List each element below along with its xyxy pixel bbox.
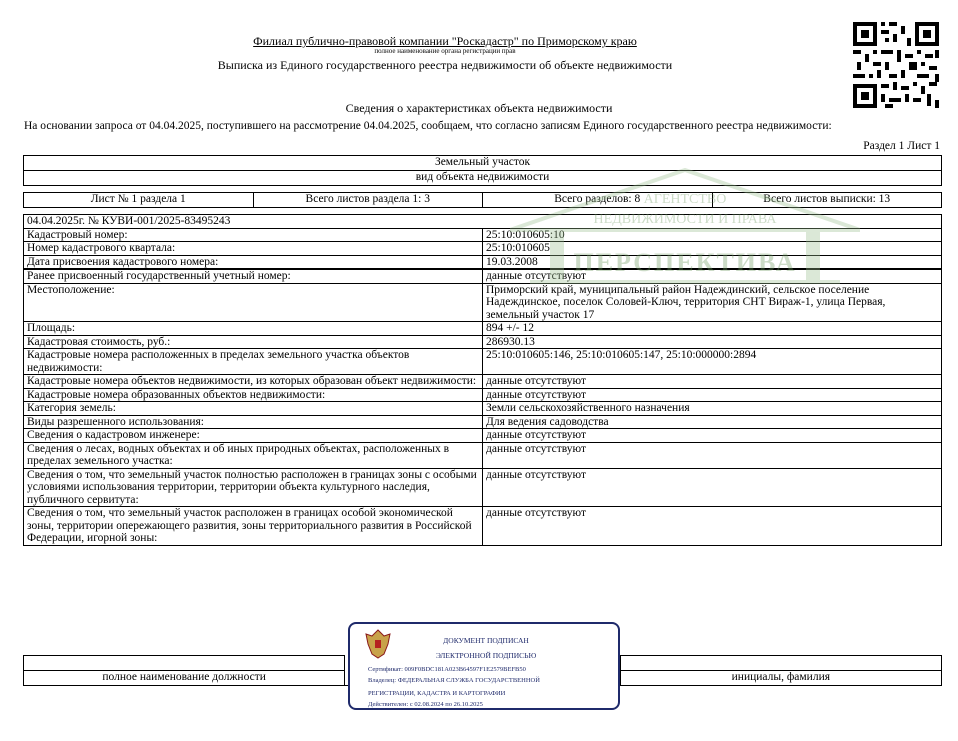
position-label: полное наименование должности xyxy=(24,671,345,686)
sheets-table xyxy=(23,192,942,208)
row-value: данные отсутствуют xyxy=(483,507,942,546)
table-row xyxy=(24,468,942,507)
watermark-brand: ПЕРСПЕКТИВА xyxy=(573,248,797,277)
row-label: Кадастровая стоимость, руб.: xyxy=(24,335,483,349)
row-value: данные отсутствуют xyxy=(483,375,942,389)
organization-caption: полное наименование органа регистрации прав xyxy=(374,47,516,55)
watermark-line2: НЕДВИЖИМОСТИ И ПРАВА xyxy=(593,212,777,227)
e-signature-stamp xyxy=(348,622,620,710)
table-row xyxy=(24,442,942,468)
sheets-in-section: Всего листов раздела 1: 3 xyxy=(253,193,483,208)
object-kind: Земельный участок xyxy=(24,156,942,171)
row-label: Дата присвоения кадастрового номера: xyxy=(24,255,483,269)
organization-name: Филиал публично-правовой компании "Роскадастр" по Приморскому краю xyxy=(253,34,637,48)
table-row xyxy=(24,388,942,402)
characteristics-table xyxy=(23,214,942,546)
qr-code-icon xyxy=(851,20,941,110)
row-label: Виды разрешенного использования: xyxy=(24,415,483,429)
row-label: Сведения о кадастровом инженере: xyxy=(24,429,483,443)
stamp-line2: ЭЛЕКТРОННОЙ ПОДПИСЬЮ xyxy=(435,651,537,660)
row-value: Земли сельскохозяйственного назначения xyxy=(483,402,942,416)
row-label: Сведения о том, что земельный участок полностью расположен в границах зоны с особыми условиями использования территории, территории объекта культурного наследия, публичного сервитута: xyxy=(24,468,483,507)
object-kind-table xyxy=(23,155,942,186)
row-value: 25:10:010605 xyxy=(483,242,942,256)
table-row xyxy=(24,242,942,256)
row-label: Ранее присвоенный государственный учетный номер: xyxy=(24,269,483,283)
table-row xyxy=(24,228,942,242)
table-row xyxy=(24,335,942,349)
row-label: Кадастровые номера образованных объектов недвижимости: xyxy=(24,388,483,402)
table-row xyxy=(24,322,942,336)
row-value: 894 +/- 12 xyxy=(483,322,942,336)
stamp-owner: Владелец: ФЕДЕРАЛЬНАЯ СЛУЖБА ГОСУДАРСТВЕННОЙ xyxy=(368,677,540,684)
row-value: 25:10:010605:10 xyxy=(483,228,942,242)
sections-total: Всего разделов: 8 xyxy=(483,193,713,208)
table-row xyxy=(24,507,942,546)
row-label: Сведения о лесах, водных объектах и об иных природных объектах, расположенных в пределах земельного участка: xyxy=(24,442,483,468)
row-value: данные отсутствуют xyxy=(483,388,942,402)
row-label: Номер кадастрового квартала: xyxy=(24,242,483,256)
row-value: 286930.13 xyxy=(483,335,942,349)
stamp-owner-cont: РЕГИСТРАЦИИ, КАДАСТРА И КАРТОГРАФИИ xyxy=(368,690,506,697)
row-label: Кадастровый номер: xyxy=(24,228,483,242)
row-label: Кадастровые номера расположенных в пределах земельного участка объектов недвижимости: xyxy=(24,349,483,375)
table-row xyxy=(24,415,942,429)
table-row xyxy=(24,402,942,416)
stamp-validity: Действителен: с 02.08.2024 по 26.10.2025 xyxy=(368,701,483,708)
table-row xyxy=(24,255,942,269)
table-row xyxy=(24,269,942,283)
name-label: инициалы, фамилия xyxy=(620,671,941,686)
table-row xyxy=(24,375,942,389)
intro-text: На основании запроса от 04.04.2025, поступившего на рассмотрение 04.04.2025, сообщаем, что согласно записям Единого государственного реестра недвижимости: xyxy=(24,120,832,132)
row-value: данные отсутствуют xyxy=(483,269,942,283)
row-label: Категория земель: xyxy=(24,402,483,416)
stamp-certificate: Сертификат: 009F0BDC181A023B64597F1E2579BEFB50 xyxy=(368,666,526,673)
row-value: 19.03.2008 xyxy=(483,255,942,269)
document-number: 04.04.2025г. № КУВИ-001/2025-83495243 xyxy=(24,215,942,229)
row-value: Для ведения садоводства xyxy=(483,415,942,429)
table-row xyxy=(24,349,942,375)
document-title: Выписка из Единого государственного реестра недвижимости об объекте недвижимости xyxy=(217,58,673,72)
row-value: данные отсутствуют xyxy=(483,429,942,443)
object-kind-caption: вид объекта недвижимости xyxy=(24,171,942,186)
row-value: Приморский край, муниципальный район Надеждинский, сельское поселение Надеждинское, поселок Соловей-Ключ, территория СНТ Вираж-1, улица Первая, земельный участок 17 xyxy=(483,283,942,322)
row-label: Кадастровые номера объектов недвижимости, из которых образован объект недвижимости: xyxy=(24,375,483,389)
row-label: Сведения о том, что земельный участок расположен в границах особой экономической зоны, территории опережающего развития, зоны территориального развития в Российской Федерации, игорной зоны: xyxy=(24,507,483,546)
stamp-line1: ДОКУМЕНТ ПОДПИСАН xyxy=(443,636,529,645)
part-label: Раздел 1 Лист 1 xyxy=(863,140,940,152)
position-cell xyxy=(24,656,345,671)
name-cell xyxy=(620,656,941,671)
table-row xyxy=(24,283,942,322)
sheet-number: Лист № 1 раздела 1 xyxy=(24,193,254,208)
row-label: Площадь: xyxy=(24,322,483,336)
row-value: 25:10:010605:146, 25:10:010605:147, 25:10:000000:2894 xyxy=(483,349,942,375)
section-title: Сведения о характеристиках объекта недвижимости xyxy=(345,101,613,115)
sheets-total: Всего листов выписки: 13 xyxy=(712,193,942,208)
row-label: Местоположение: xyxy=(24,283,483,322)
table-row xyxy=(24,429,942,443)
row-value: данные отсутствуют xyxy=(483,442,942,468)
row-value: данные отсутствуют xyxy=(483,468,942,507)
watermark-line1: АГЕНТСТВО xyxy=(643,192,727,207)
